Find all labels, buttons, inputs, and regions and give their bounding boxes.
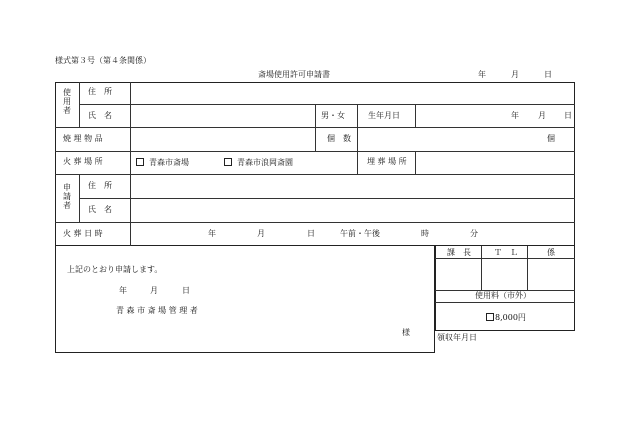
user-group-label: 使用者	[63, 88, 71, 116]
header-year: 年	[478, 70, 486, 79]
count-unit: 個	[547, 134, 555, 143]
office-row-divider	[435, 302, 575, 303]
checkbox-icon[interactable]	[486, 313, 494, 321]
birthdate-label: 生年月日	[368, 111, 400, 120]
staff-label: 係	[547, 248, 555, 257]
cremation-datetime-label: 火 葬 日 時	[63, 229, 103, 238]
header-month: 月	[511, 70, 519, 79]
office-col-divider	[481, 246, 482, 290]
col-divider	[415, 151, 416, 174]
fee-value	[486, 313, 526, 322]
col-divider	[357, 104, 358, 174]
declaration-box	[55, 246, 435, 353]
cremation-minute: 分	[470, 229, 478, 238]
cremation-year: 年	[208, 229, 216, 238]
manager-label: 課 長	[447, 248, 471, 257]
form-number: 様式第３号（第４条関係）	[55, 56, 151, 65]
row-divider	[55, 222, 575, 223]
cremation-option-2[interactable]	[224, 158, 293, 167]
col-divider	[415, 104, 416, 127]
count-label: 個 数	[327, 134, 351, 143]
applicant-name-label: 氏 名	[88, 205, 112, 214]
cremation-option-1-label: 青森市斎場	[149, 158, 189, 167]
fee-amount: 8,000円	[495, 313, 526, 322]
cremation-month: 月	[257, 229, 265, 238]
form-title: 斎場使用許可申請書	[258, 70, 330, 79]
birth-year: 年	[511, 111, 519, 120]
burial-items-label: 焼 埋 物 品	[63, 134, 103, 143]
cremation-ampm: 午前・午後	[340, 229, 380, 238]
row-divider	[79, 104, 575, 105]
row-divider	[55, 151, 575, 152]
cremation-option-1[interactable]	[136, 158, 189, 167]
user-address-label: 住 所	[88, 87, 112, 96]
office-col-divider	[527, 246, 528, 290]
declaration-day: 日	[182, 286, 190, 295]
receipt-date-label: 領収年月日	[437, 333, 477, 342]
birth-month: 月	[538, 111, 546, 120]
office-row-divider	[435, 258, 575, 259]
honorific: 様	[402, 328, 410, 337]
declaration-text: 上記のとおり申請します。	[67, 265, 163, 274]
applicant-group-label: 申請者	[63, 183, 71, 211]
cremation-day: 日	[307, 229, 315, 238]
burial-place-label: 埋 葬 場 所	[367, 157, 407, 166]
declaration-month: 月	[150, 286, 158, 295]
tl-label: Ｔ Ｌ	[494, 248, 518, 257]
user-name-label: 氏 名	[88, 111, 112, 120]
col-divider	[130, 82, 131, 246]
birth-day: 日	[564, 111, 572, 120]
col-divider	[79, 82, 80, 128]
checkbox-icon[interactable]	[224, 158, 232, 166]
cremation-place-label: 火 葬 場 所	[63, 157, 103, 166]
row-divider	[55, 174, 575, 175]
header-day: 日	[544, 70, 552, 79]
addressee: 青 森 市 斎 場 管 理 者	[116, 306, 198, 315]
checkbox-icon[interactable]	[136, 158, 144, 166]
cremation-option-2-label: 青森市浪岡斎園	[237, 158, 293, 167]
applicant-address-label: 住 所	[88, 181, 112, 190]
col-divider	[315, 104, 316, 151]
fee-label: 使用料（市外）	[475, 291, 531, 300]
col-divider	[79, 174, 80, 222]
row-divider	[79, 198, 575, 199]
declaration-year: 年	[119, 286, 127, 295]
gender-label: 男・女	[321, 111, 345, 120]
cremation-hour: 時	[421, 229, 429, 238]
